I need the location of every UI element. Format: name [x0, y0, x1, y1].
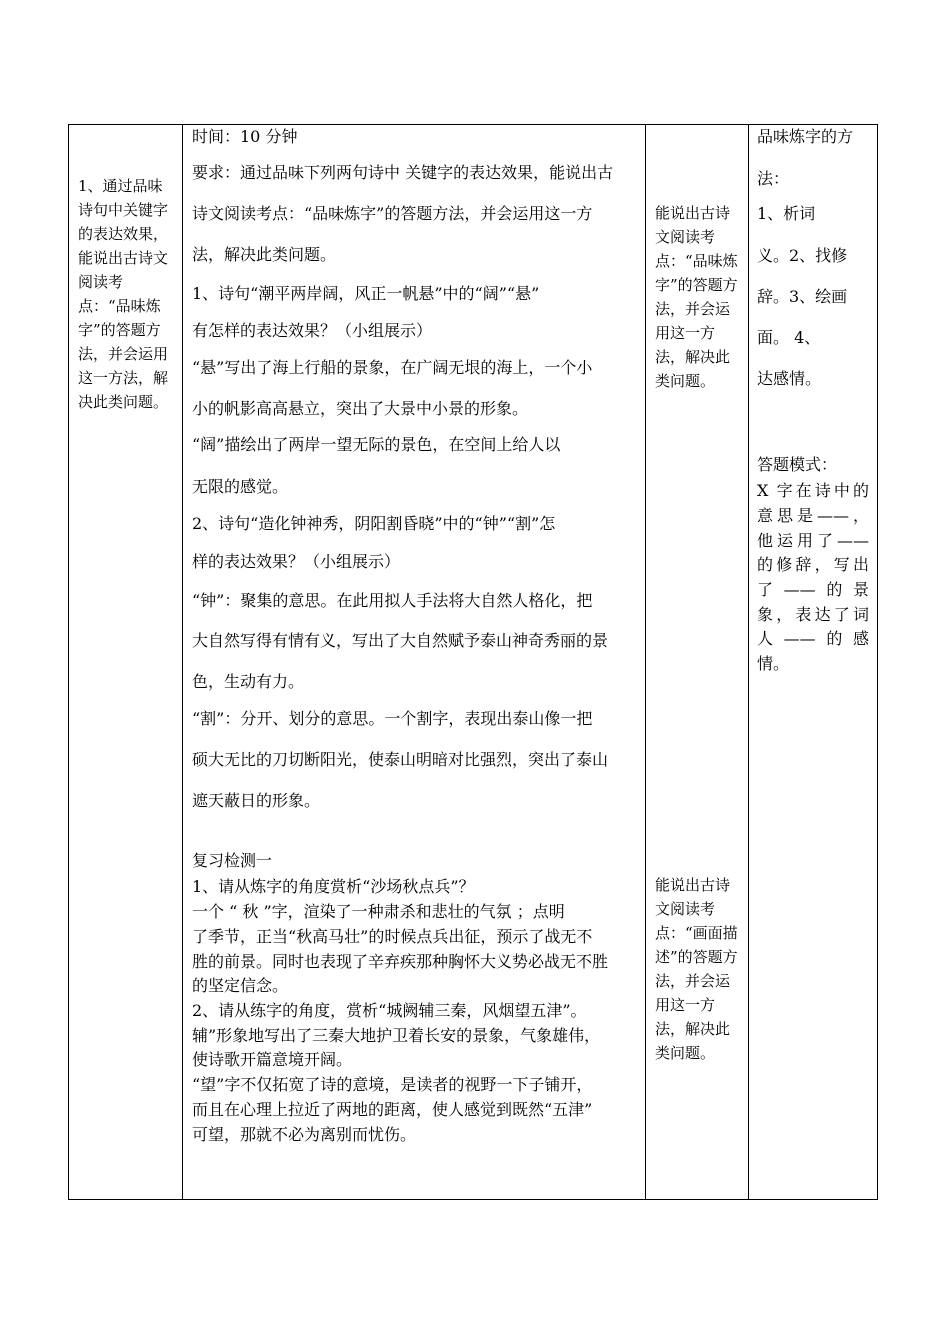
activity-line: 小的帆影高高悬立，突出了大景中小景的形象。: [192, 399, 529, 418]
activity-line: “钟”：聚集的意思。在此用拟人手法将大自然人格化，把: [192, 591, 593, 610]
answer-mode-line: 他运用了——: [757, 531, 869, 550]
activity-line: 色，生动有力。: [192, 672, 305, 691]
activity-line: “悬”写出了海上行船的景象，在广阔无垠的海上，一个小: [192, 358, 593, 377]
answer-mode-line: 情。: [757, 654, 790, 673]
activity-line: 有怎样的表达效果？（小组展示）: [192, 321, 433, 340]
review-line: 2、请从练字的角度，赏析“城阙辅三秦，风烟望五津”。: [192, 1001, 587, 1020]
answer-mode-line: 人——的感: [757, 629, 869, 648]
activity-line: 2、诗句“造化钟神秀，阴阳割昏晓”中的“钟”“割”怎: [192, 514, 556, 533]
method-line: 法：: [757, 169, 790, 188]
review-line: 1、请从炼字的角度赏析“沙场秋点兵”？: [192, 877, 475, 896]
activity-line: “割”：分开、划分的意思。一个割字，表现出泰山像一把: [192, 709, 593, 728]
review-title: 复习检测一: [192, 851, 273, 870]
activity-line: 样的表达效果？（小组展示）: [192, 552, 401, 571]
method-line: 品味炼字的方: [757, 127, 854, 146]
answer-mode-line: 象，表达了词: [757, 605, 869, 624]
review-line: 使诗歌开篇意境开阔。: [192, 1050, 353, 1069]
review-line: 胜的前景。同时也表现了辛弃疾那种胸怀大义势必战无不胜: [192, 952, 609, 971]
column-divider-1: [182, 124, 183, 1200]
activity-line: 1、诗句“潮平两岸阔，风正一帆悬”中的“阔”“悬”: [192, 284, 540, 303]
method-line: 义。2、找修: [757, 246, 848, 265]
learning-objective: 1、通过品味诗句中关键字的表达效果，能说出古诗文阅读考点：“品味炼字”的答题方法，并会运用这一方法，解决此类问题。: [78, 177, 169, 411]
column-divider-2: [645, 124, 646, 1200]
activity-line: “阔”描绘出了两岸一望无际的景色，在空间上给人以: [192, 435, 561, 454]
method-line: 达感情。: [757, 369, 822, 388]
answer-mode-line: 了——的景: [757, 580, 869, 599]
column-divider-3: [748, 124, 749, 1200]
answer-mode-line: 意思是——，: [757, 506, 869, 525]
answer-mode-title: 答题模式：: [757, 455, 838, 474]
activity-line: 遮天蔽日的形象。: [192, 791, 321, 810]
answer-mode-line: X 字在诗中的: [757, 481, 869, 500]
review-line: 一个 “ 秋 ”字，渲染了一种肃杀和悲壮的气氛 ；点明: [192, 902, 565, 921]
activity-line: 大自然写得有情有义，写出了大自然赋予泰山神奇秀丽的景: [192, 631, 609, 650]
review-line: “望”字不仅拓宽了诗的意境，是读者的视野一下子铺开，: [192, 1075, 593, 1094]
review-line: 辅”形象地写出了三秦大地护卫着长安的景象，气象雄伟，: [192, 1026, 601, 1045]
method-line: 面。 4、: [757, 328, 821, 347]
activity-line: 硕大无比的刀切断阳光，使泰山明暗对比强烈，突出了泰山: [192, 750, 609, 769]
review-line: 可望，那就不必为离别而忧伤。: [192, 1125, 417, 1144]
method-line: 1、析词: [757, 204, 816, 223]
answer-mode-line: 的修辞，写出: [757, 555, 869, 574]
activity-line: 要求：通过品味下列两句诗中 关键字的表达效果，能说出古: [192, 163, 614, 182]
activity-line: 法，解决此类问题。: [192, 245, 337, 264]
goal-huamian-miaoshu: 能说出古诗文阅读考点：“画面描述”的答题方法，并会运用这一方法，解决此类问题。: [655, 876, 738, 1062]
activity-line: 诗文阅读考点：“品味炼字”的答题方法，并会运用这一方: [192, 204, 593, 223]
activity-line: 时间：10 分钟: [192, 127, 298, 146]
activity-line: 无限的感觉。: [192, 477, 289, 496]
review-line: 而且在心理上拉近了两地的距离，使人感觉到既然“五津”: [192, 1100, 593, 1119]
review-line: 的坚定信念。: [192, 976, 289, 995]
goal-pinwei-lianzi: 能说出古诗文阅读考点：“品味炼字”的答题方法，并会运用这一方法，解决此类问题。: [655, 204, 738, 390]
review-line: 了季节，正当“秋高马壮”的时候点兵出征，预示了战无不: [192, 927, 593, 946]
method-line: 辞。3、绘画: [757, 287, 848, 306]
